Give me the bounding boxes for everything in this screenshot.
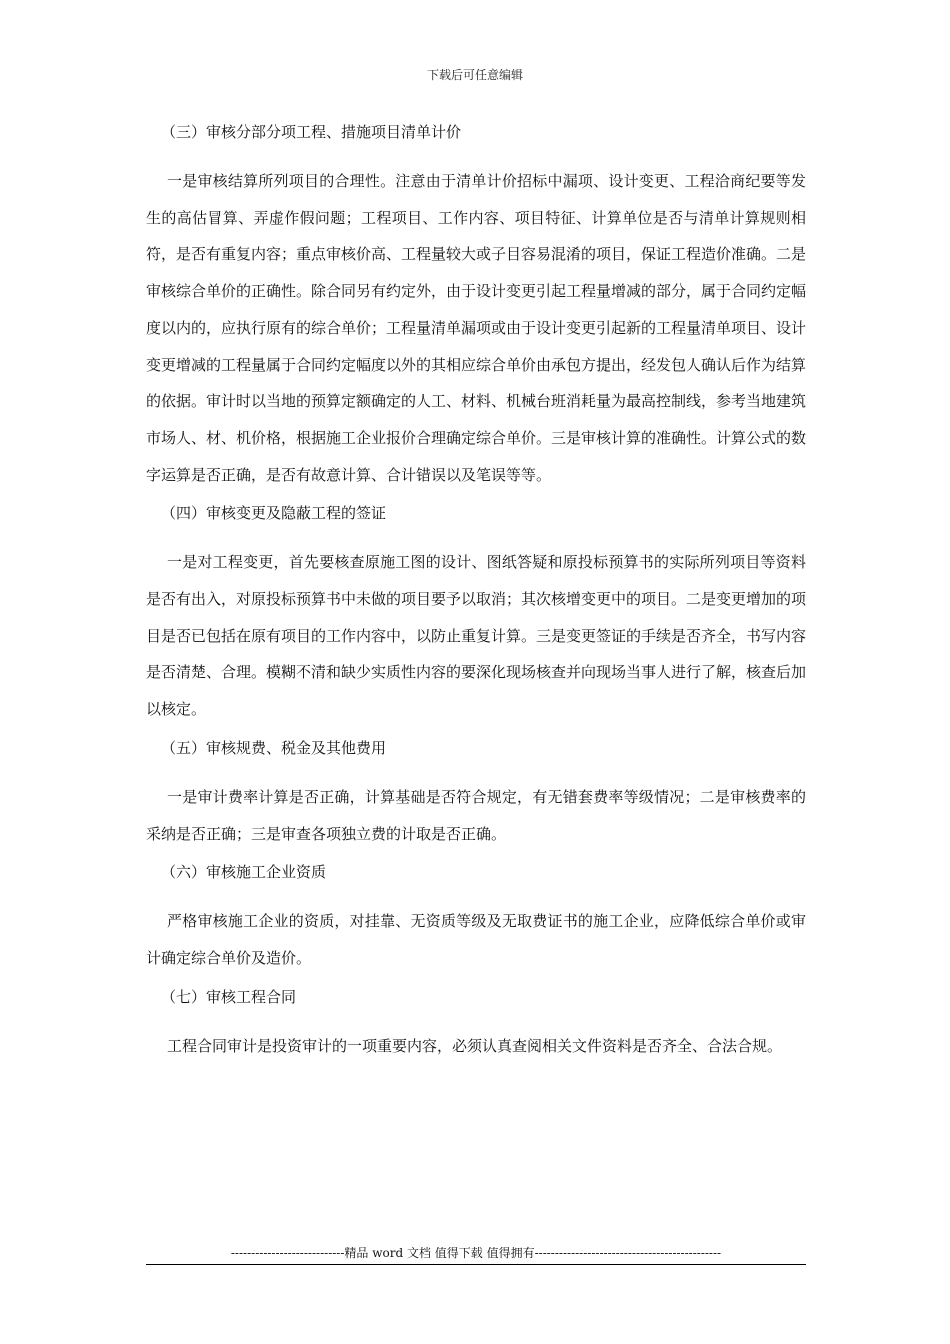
document-body	[146, 118, 806, 1070]
section-paragraph: 工程合同审计是投资审计的一项重要内容，必须认真查阅相关文件资料是否齐全、合法合规。	[167, 1036, 783, 1055]
footer-rule	[146, 1264, 806, 1265]
section-heading: （四）审核变更及隐蔽工程的签证	[161, 504, 387, 523]
section-heading: （三）审核分部分项工程、措施项目清单计价	[161, 123, 462, 141]
section-3	[146, 118, 806, 493]
section-4	[146, 499, 806, 728]
section-7	[146, 983, 806, 1065]
section-paragraph: 严格审核施工企业的资质，对挂靠、无资质等级及无取费证书的施工企业，应降低综合单价或审计确定综合单价及造价。	[146, 912, 806, 967]
page-footer	[146, 1244, 806, 1265]
section-heading: （六）审核施工企业资质	[161, 863, 327, 882]
section-5	[146, 734, 806, 852]
section-paragraph: 一是审计费率计算是否正确，计算基础是否符合规定，有无错套费率等级情况；二是审核费率的采纳是否正确；三是审查各项独立费的计取是否正确。	[146, 787, 806, 843]
section-heading: （七）审核工程合同	[161, 987, 297, 1006]
section-heading: （五）审核规费、税金及其他费用	[161, 738, 387, 757]
section-6	[146, 858, 806, 976]
section-paragraph: 一是对工程变更，首先要核查原施工图的设计、图纸答疑和原投标预算书的实际所列项目等资料是否有出入，对原投标预算书中未做的项目要予以取消；其次核增变更中的项目。二是变更增加的项目是否已包括在原有项目的工作内容中，以防止重复计算。三是变更签证的手续是否齐全，书写内容是否清楚、合理。模糊不清和缺少实质性内容的要深化现场核查并向现场当事人进行了解，核查后加以核定。	[146, 553, 807, 719]
section-paragraph: 一是审核结算所列项目的合理性。注意由于清单计价招标中漏项、设计变更、工程洽商纪要等发生的高估冒算、弄虚作假问题；工程项目、工作内容、项目特征、计算单位是否与清单计算规则相符，是否有重复内容；重点审核价高、工程量较大或子目容易混淆的项目，保证工程造价准确。二是审核综合单价的正确性。除合同另有约定外，由于设计变更引起工程量增减的部分，属于合同约定幅度以内的，应执行原有的综合单价；工程量清单漏项或由于设计变更引起新的工程量清单项目、设计变更增减的工程量属于合同约定幅度以外的其相应综合单价由承包方提出，经发包人确认后作为结算的依据。审计时以当地的预算定额确定的人工、材料、机械台班消耗量为最高控制线，参考当地建筑市场人、材、机价格，根据施工企业报价合理确定综合单价。三是审核计算的准确性。计算公式的数字运算是否正确，是否有故意计算、合计错误以及笔误等等。	[146, 172, 807, 484]
page-header-note: 下载后可任意编辑	[426, 68, 523, 82]
footer-text: ----------------------------精品 word 文档 值得下载 值得拥有----------------------------------------------	[230, 1246, 722, 1260]
